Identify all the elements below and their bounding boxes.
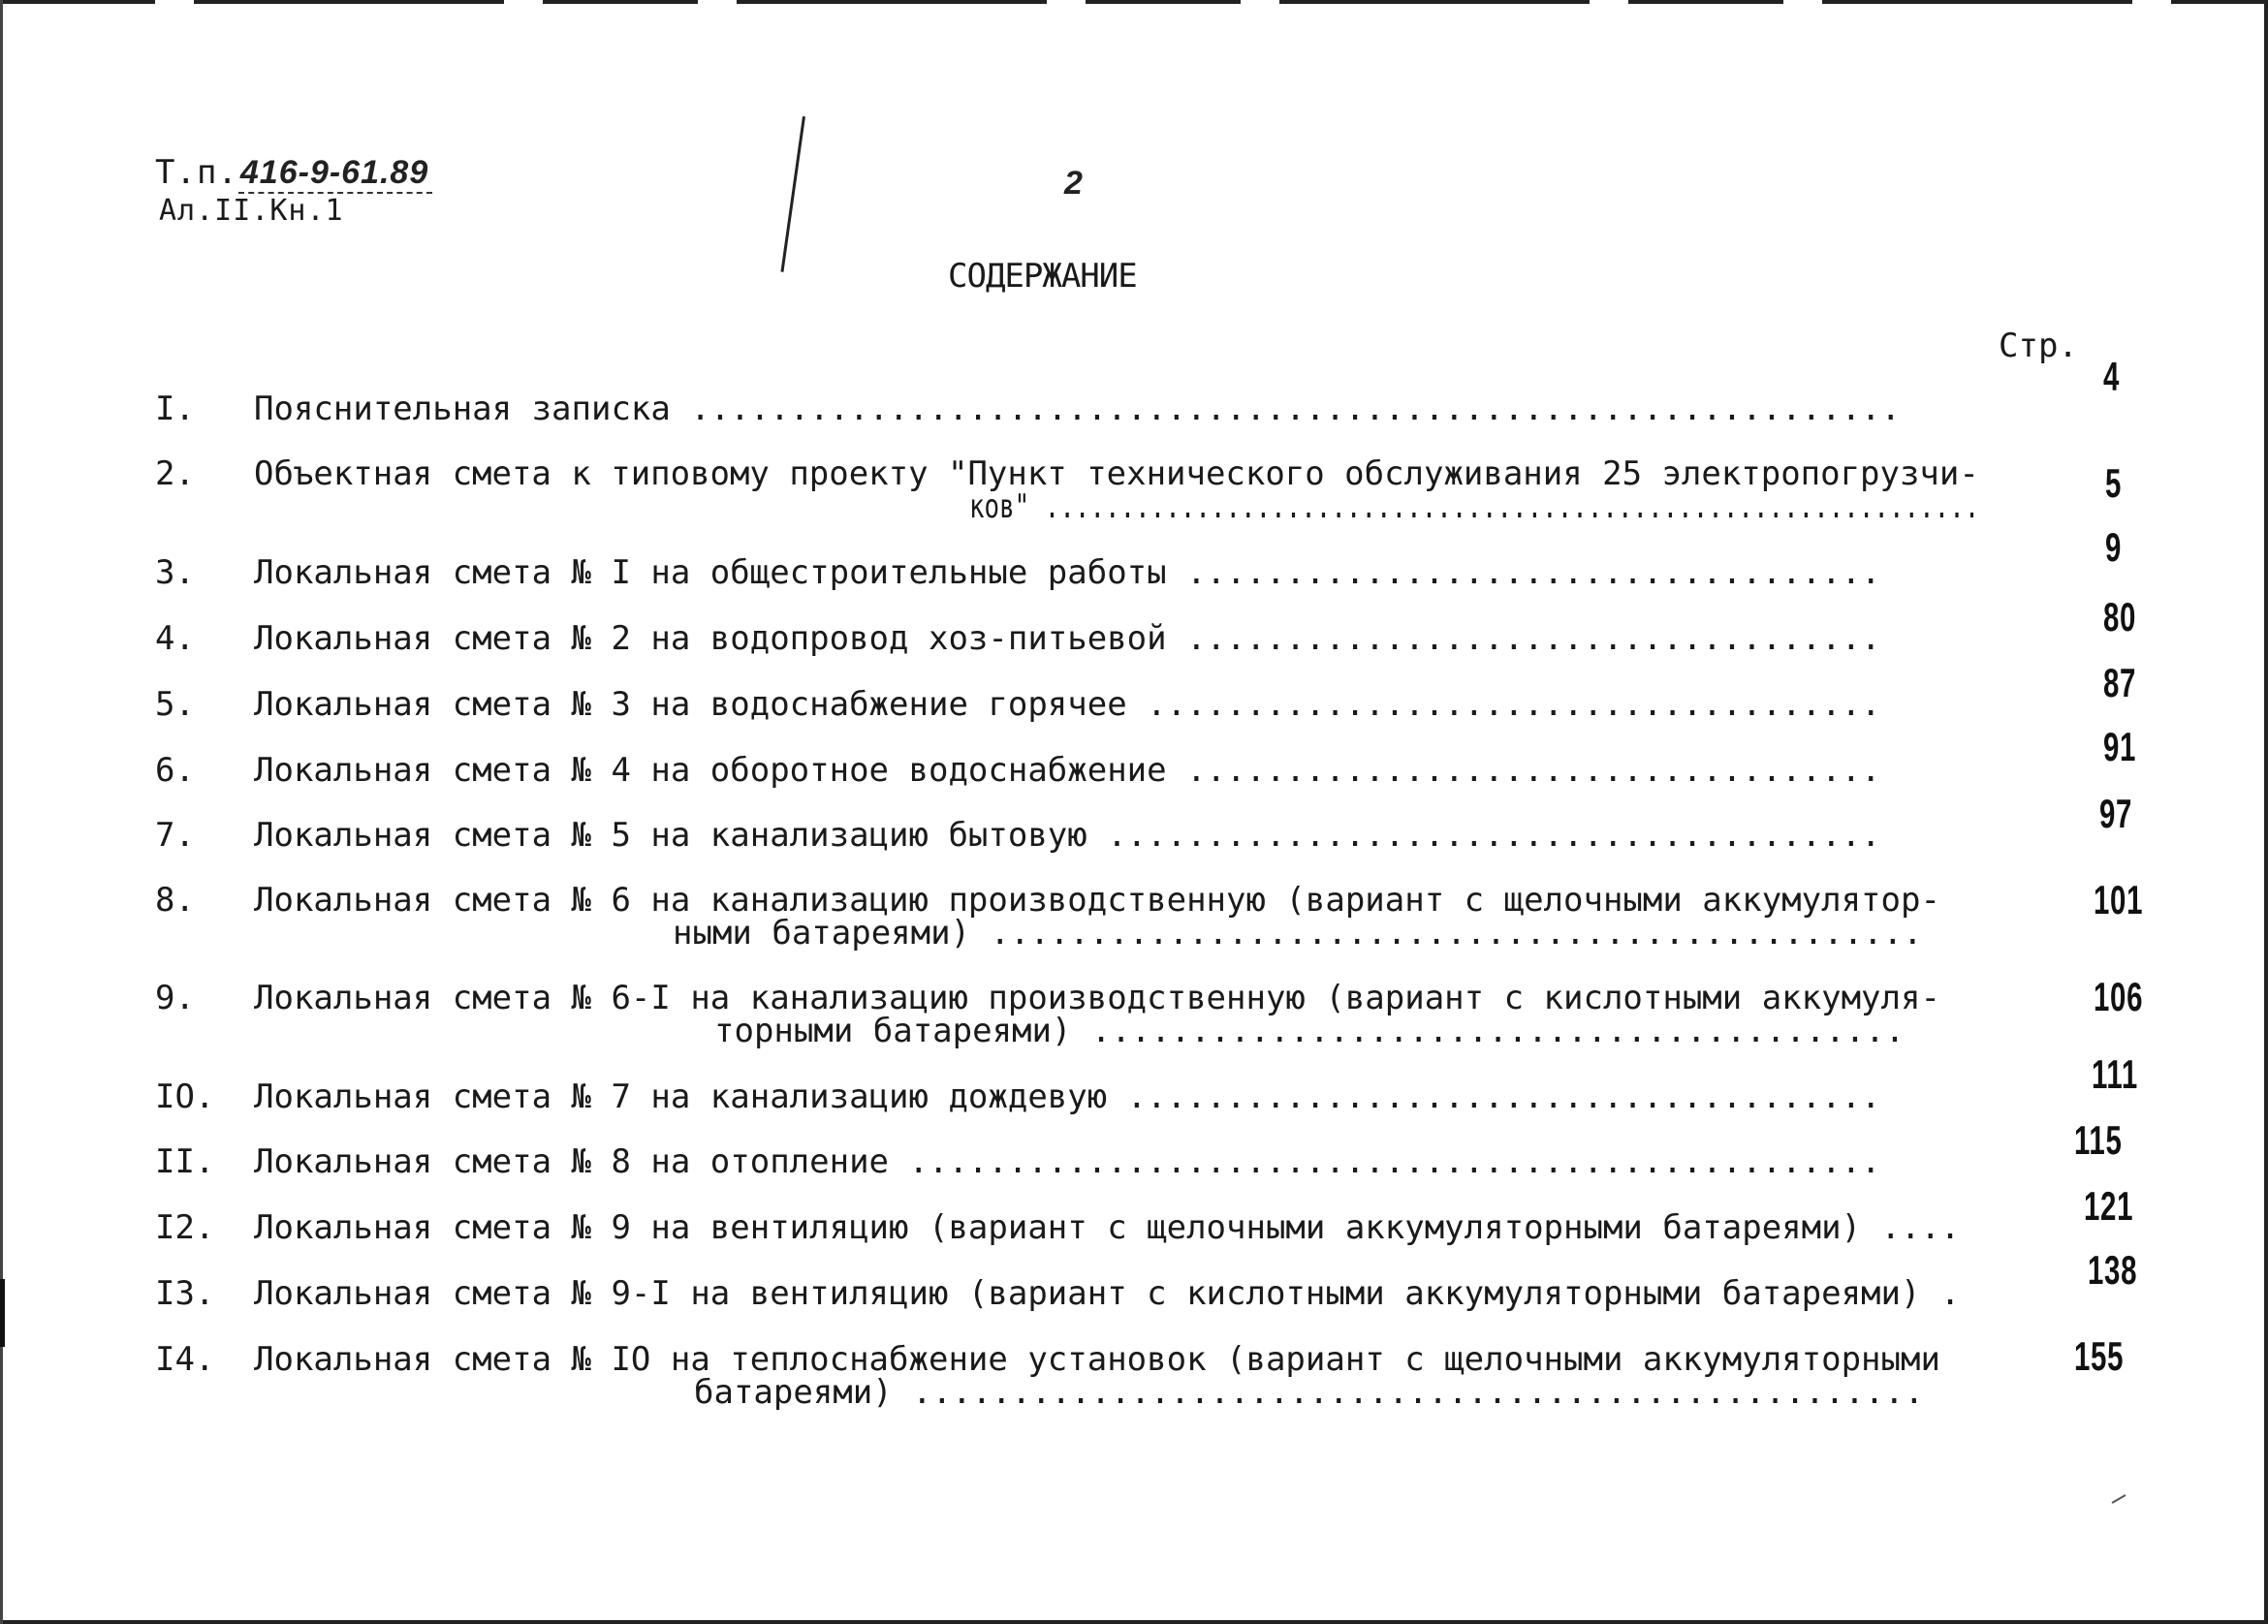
- toc-entry-page: 138: [2088, 1247, 2138, 1293]
- toc-entry-number: 6.: [155, 751, 195, 790]
- toc-entry-page: 87: [2103, 660, 2137, 705]
- project-code-number: 416-9-61.89: [238, 155, 432, 194]
- toc-entry-page: 5: [2105, 460, 2123, 506]
- toc-entry-page: 106: [2094, 974, 2144, 1019]
- toc-entry-page: 155: [2074, 1333, 2125, 1379]
- toc-entry-title: Локальная смета № 6-I на канализацию производственную (вариант с кислотными аккумуля-: [254, 979, 1940, 1017]
- toc-entry-title: Локальная смета № I на общестроительные работы ...................................: [254, 553, 1881, 592]
- toc-entry-title: Локальная смета № 3 на водоснабжение горячее .....................................: [254, 685, 1881, 724]
- toc-entry-page: 97: [2099, 791, 2133, 836]
- toc-entry-page: 9: [2105, 524, 2123, 570]
- toc-entry-title: Пояснительная записка .............................................................: [254, 390, 1901, 428]
- toc-entry-title-continued: ными батареями) ...............................................: [673, 914, 1923, 953]
- toc-entry-number: 8.: [155, 881, 195, 920]
- toc-entry-title-continued: ков" ..............................................................: [969, 487, 1980, 526]
- toc-entry-title: Локальная смета № 6 на канализацию производственную (вариант с щелочными аккумулятор-: [254, 881, 1940, 920]
- toc-entry-title: Локальная смета № 4 на оборотное водоснабжение ...................................: [254, 751, 1881, 790]
- toc-entry-page: 101: [2094, 877, 2144, 922]
- page-number: 2: [1064, 165, 1083, 202]
- toc-entry-number: 4.: [155, 619, 195, 658]
- toc-entry-page: 4: [2103, 354, 2121, 399]
- toc-entry-number: 5.: [155, 685, 195, 724]
- toc-entry-title-continued: торными батареями) .........................................: [714, 1012, 1906, 1050]
- toc-entry-title: Локальная смета № IO на теплоснабжение установок (вариант с щелочными аккумуляторными: [254, 1340, 1940, 1379]
- page-title: СОДЕРЖАНИЕ: [948, 257, 1137, 296]
- toc-entry-page: 115: [2074, 1117, 2123, 1163]
- toc-entry-number: 7.: [155, 816, 195, 855]
- toc-entry-number: I4.: [155, 1340, 215, 1379]
- album-book-label: Ал.II.Кн.1: [159, 194, 344, 228]
- toc-entry-page: 91: [2103, 724, 2137, 769]
- toc-entry-number: I.: [155, 390, 195, 428]
- toc-entry-number: 9.: [155, 979, 195, 1017]
- toc-entry-number: I2.: [155, 1208, 215, 1247]
- toc-entry-number: I3.: [155, 1274, 215, 1313]
- toc-entry-page: 121: [2084, 1183, 2134, 1229]
- toc-entry-title: Локальная смета № 9 на вентиляцию (вариант с щелочными аккумуляторными батареями) ....: [254, 1208, 1961, 1247]
- toc-entry-title: Локальная смета № 7 на канализацию дождевую ......................................: [254, 1077, 1881, 1116]
- toc-entry-number: II.: [155, 1142, 215, 1181]
- toc-entry-number: 2.: [155, 454, 195, 493]
- toc-entry-title: Локальная смета № 2 на водопровод хоз-питьевой ...................................: [254, 619, 1881, 658]
- toc-entry-title: Объектная смета к типовому проекту "Пункт технического обслуживания 25 электропогрузчи-: [254, 454, 1979, 493]
- toc-entry-title: Локальная смета № 9-I на вентиляцию (вариант с кислотными аккумуляторными батареями) .: [254, 1274, 1961, 1313]
- toc-entry-number: 3.: [155, 553, 195, 592]
- toc-entry-page: 80: [2103, 594, 2137, 640]
- toc-entry-number: IO.: [155, 1077, 215, 1116]
- toc-entry-title-continued: батареями) ...................................................: [694, 1373, 1925, 1412]
- page-column-header: Стр.: [1999, 327, 2078, 365]
- project-code-prefix: Т.п.: [155, 153, 238, 192]
- toc-entry-title: Локальная смета № 5 на канализацию бытовую .......................................: [254, 816, 1881, 855]
- toc-entry-page: 111: [2092, 1051, 2138, 1097]
- toc-entry-title: Локальная смета № 8 на отопление .................................................: [254, 1142, 1881, 1181]
